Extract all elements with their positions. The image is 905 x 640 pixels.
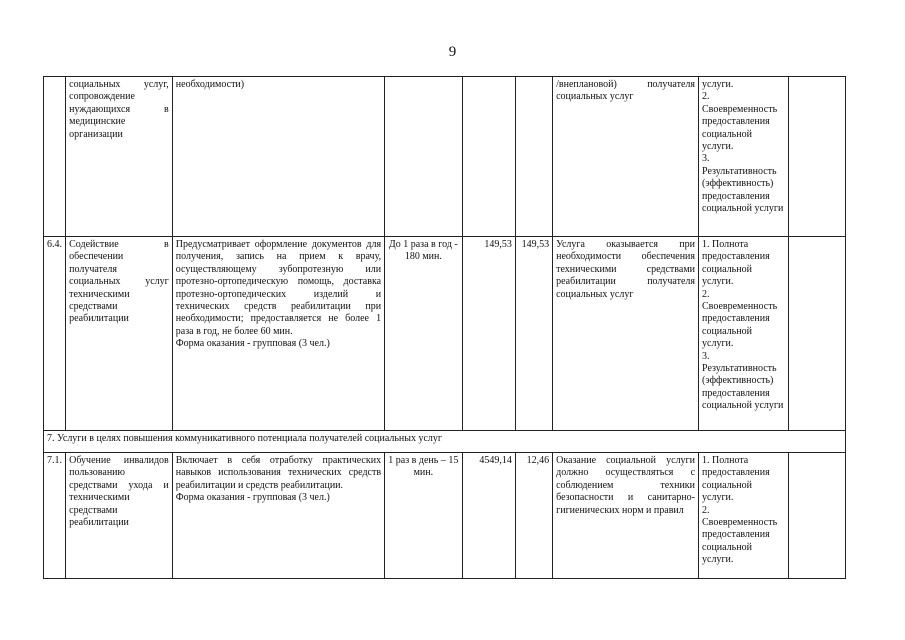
service-description: необходимости) [172,77,384,237]
service-cost: 12,46 [515,453,552,579]
section-header-row [44,431,846,453]
service-notes [788,453,845,579]
service-name: Содействие в обеспечении получателя социальных услуг техническими средствами реабилитации [66,237,173,431]
service-cost [515,77,552,237]
page-number: 9 [448,44,457,60]
row-number: 6.4. [44,237,66,431]
service-periodicity: До 1 раза в год - 180 мин. [385,237,462,431]
service-rate: 149,53 [462,237,515,431]
indicator-line: 3. [702,153,710,165]
indicator-line: услуги. [702,79,734,90]
section-title: 7. Услуги в целях повышения коммуникативного потенциала получателей социальных услуг [44,431,846,453]
service-rate [462,77,515,237]
service-form: Форма оказания - групповая (3 чел.) [175,492,330,504]
indicator-line: 2. [702,91,710,103]
service-conditions: Услуга оказывается при необходимости обеспечения техническими средствами реабилитации получателя социальных услуг [553,237,699,431]
service-form: Форма оказания - групповая (3 чел.) [175,338,330,350]
description-text: Включает в себя отработку практических навыков использования технических средств реабилитации и средств реабилитации. [175,455,382,491]
indicator-line: 1. Полнота предоставления социальной услуги. [702,239,770,288]
service-name: социальных услуг, сопровождение нуждающихся в медицинские организации [66,77,173,237]
indicator-line: 2. [702,288,710,300]
service-cost: 149,53 [515,237,552,431]
service-notes [788,237,845,431]
row-number: 7.1. [44,453,66,579]
service-description [172,237,384,431]
service-notes [788,77,845,237]
indicator-line: Своевременность предоставления социальной услуги. [702,517,778,566]
service-conditions: /внеплановой) получателя социальных услуг [553,77,699,237]
services-table [43,76,846,579]
service-rate: 4549,14 [462,453,515,579]
service-description [172,453,384,579]
indicator-line: 2. [702,504,710,516]
indicator-line: Своевременность предоставления социальной услуги. [702,301,778,350]
indicator-line: Результативность (эффективность) предоставления социальной услуги [702,165,784,215]
table-row-continued [44,77,846,237]
indicator-line: 1. Полнота предоставления социальной услуги. [702,455,770,504]
service-indicators [699,77,789,237]
table-row-7-1 [44,453,846,579]
indicator-line: 3. [702,350,710,362]
service-periodicity: 1 раз в день – 15 мин. [385,453,462,579]
service-indicators [699,237,789,431]
table-row-6-4 [44,237,846,431]
service-indicators [699,453,789,579]
indicator-line: Результативность (эффективность) предоставления социальной услуги [702,363,784,412]
service-name: Обучение инвалидов пользованию средствами ухода и техническими средствами реабилитации [66,453,173,579]
service-conditions: Оказание социальной услуги должно осуществляться с соблюдением техники безопасности и санитарно-гигиенических норм и правил [553,453,699,579]
description-text: Предусматривает оформление документов для получения, запись на прием к врачу, осуществляющему зубопротезную или протезно-ортопедическую помощь, доставка протезно-ортопедических изделий и технических средств реабилитации при необходимости; предоставляется не более 1 раза в год, не более 60 мин. [175,239,382,337]
service-periodicity [385,77,462,237]
indicator-line: Своевременность предоставления социальной услуги. [702,103,778,153]
row-number [44,77,66,237]
